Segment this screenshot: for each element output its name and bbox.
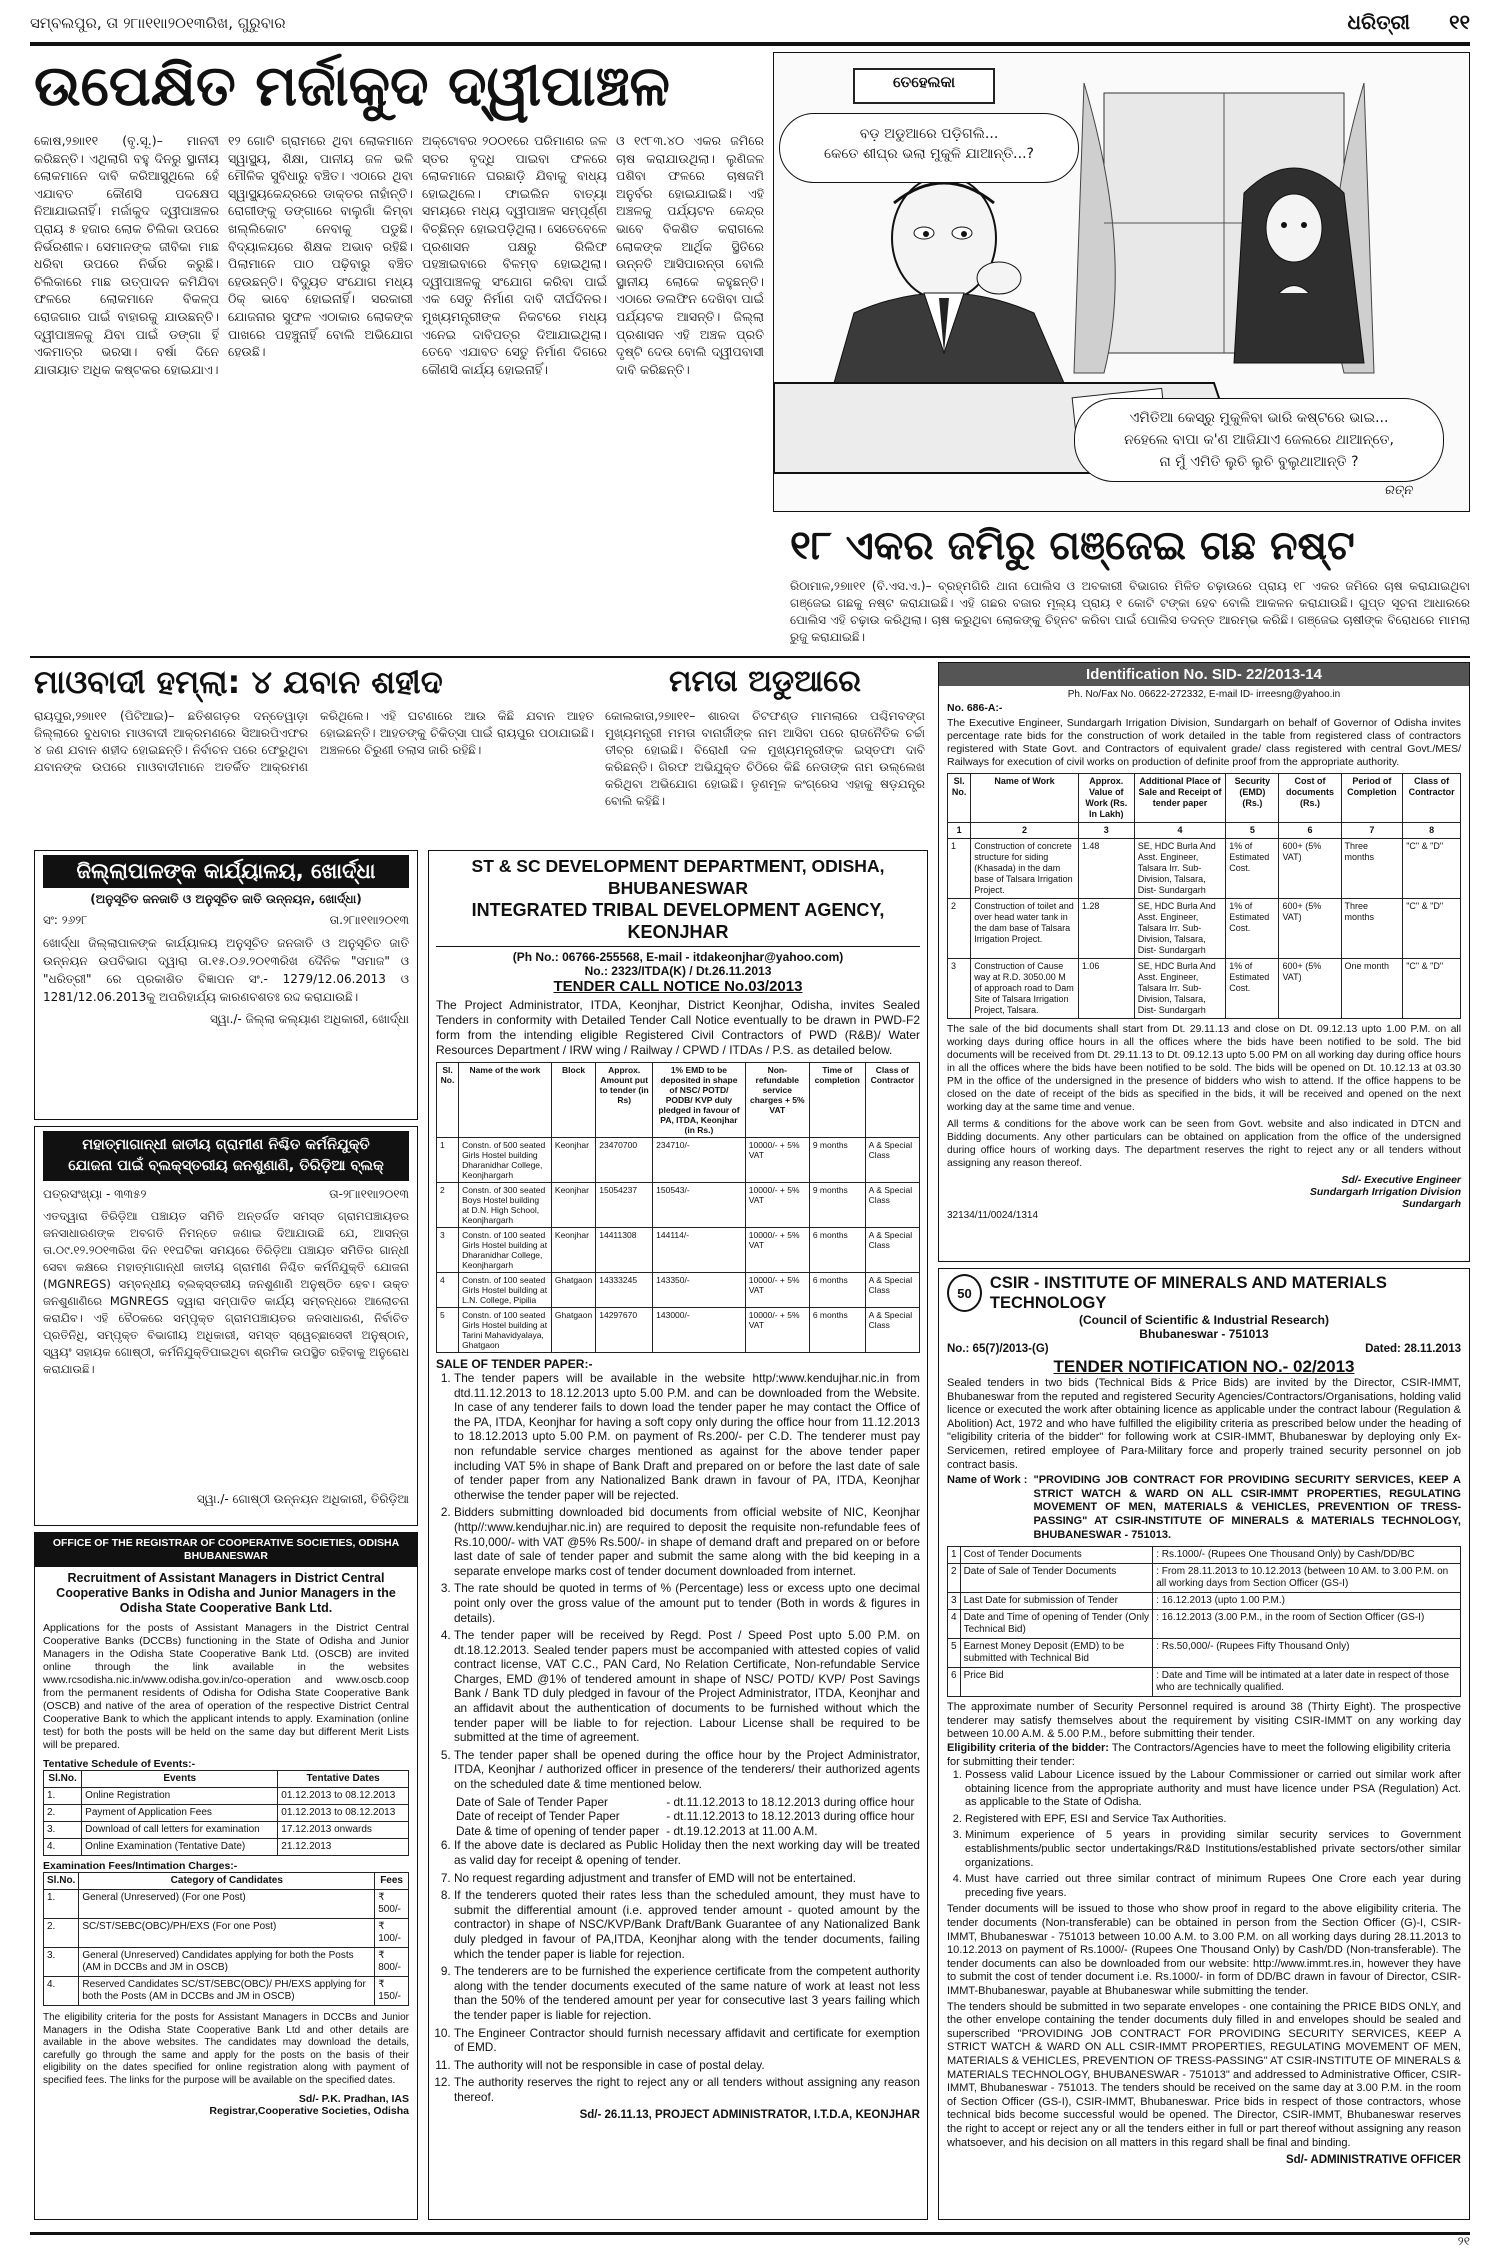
table-header-row [44, 1771, 409, 1788]
table-cell: 2. [44, 1805, 82, 1822]
table-cell: Cost of Tender Documents [960, 1547, 1153, 1564]
trees-body: ରିଠାମାଳ,୨୭ାା୧୧ (ବି.ଏସ.ଏ.)– ବ୍ରହ୍ମଗିରି ଥାନା ପୋଲିସ ଓ ଅବକାରୀ ବିଭାଗର ମିଳିତ ଚଢ଼ାଉରେ ପ୍ରାୟ ୧୮ ଏକର ଜମିରେ ଚାଷ କରାଯାଇଥିବା ଗଞ୍ଜେଇ ଗଛକୁ ନଷ୍ଟ କରାଯାଇଛି। ଏହି ଗଛର ବଜାର ମୂଲ୍ୟ ପ୍ରାୟ ୧ କୋଟି ଟଙ୍କା ହେବ ବୋଲି ଆକଳନ କରାଯାଉଛି। ଗୁପ୍ତ ସୂଚନା ଆଧାରରେ ପୋଲିସ ଏହି ଚଢ଼ାଉ କରିଥିଲା। ଚାଷ କରୁଥିବା ଲୋକଙ୍କୁ ଚିହ୍ନଟ କରିବା ପାଇଁ ପୋଲିସ ତଦନ୍ତ ଆରମ୍ଭ କରିଛି। ଗଞ୍ଜେଇ ଚାଷୀଙ୍କ ବିରୋଧରେ ମାମଲା ରୁଜୁ କରାଯାଇଛି। [790, 579, 1470, 644]
schedule-row [44, 1822, 409, 1839]
table-cell: 9 months [809, 1183, 865, 1228]
table-cell: Date and Time of opening of Tender (Only Technical Bid) [960, 1610, 1153, 1639]
fees-row [44, 1890, 409, 1919]
bubble2-line2: ନହେଲେ ବାପା କ'ଣ ଆଜିଯାଏ ଜେଲରେ ଥାଆନ୍ତେ, [1124, 432, 1394, 448]
mgnregs-ref-row [43, 1187, 409, 1202]
tender-info-row [948, 1668, 1461, 1697]
table-header-cell: Class of Contractor [865, 1063, 919, 1138]
immt-elig-title: Eligibility criteria of the bidder: [947, 1741, 1109, 1754]
table-cell: 10000/- + 5% VAT [745, 1308, 809, 1353]
mgnregs-title-1: ମହାତ୍ମାଗାନ୍ଧୀ ଜାତୀୟ ଗ୍ରାମୀଣ ନିଶ୍ଚିତ କର୍ମନିଯୁକ୍ତି [82, 1137, 370, 1153]
table-header-cell: Category of Candidates [79, 1873, 375, 1890]
table-cell: : Rs.50,000/- (Rupees Fifty Thousand Only) [1153, 1639, 1461, 1668]
tender-row [437, 1228, 920, 1273]
table-header-row [44, 1873, 409, 1890]
sid-sign-3: Sundargarh [1402, 1198, 1461, 1210]
table-cell: Earnest Money Deposit (EMD) to be submitted with Technical Bid [960, 1639, 1153, 1668]
mgnregs-title [43, 1131, 409, 1181]
table-header-cell: Time of completion [809, 1063, 865, 1138]
table-cell: Construction of Cause way at R.D. 3050.00 M of approach road to Dam Site of Talsara Irrigation Project, Talsara. [971, 959, 1079, 1019]
table-header-cell: Cost of documents (Rs.) [1279, 774, 1341, 823]
table-cell: 143350/- [653, 1273, 746, 1308]
tender-date-cell: Date of receipt of Tender Paper [456, 1809, 620, 1824]
cartoonist-signature: ରତ୍ନ [1384, 483, 1413, 498]
table-number-row [948, 823, 1461, 839]
sid-p2: The sale of the bid documents shall start from Dt. 29.11.13 and close on Dt. 09.12.13 upto 1.00 P.M. on all working days during office hours in all the offices where the bids have been notified to be sold. The bid documents will be received from Dt. 29.11.13 to Dt. 09.12.13 upto 5.00 PM on all working day during office hours in all the offices where the bids have been notified to be sold. The bids will be opened on Dt. 10.12.13 at 03.30 PM in the office of the undersigned in the presence of bidders who wish to attend. If the office happens to be closed on the date of receipt of the bids as specified in the bids, it will be received and opened on the next working day at the same time and venue. [947, 1024, 1461, 1113]
table-cell: 15054237 [596, 1183, 653, 1228]
table-cell: 3. [44, 1948, 79, 1977]
table-cell: Keonjhar [551, 1228, 595, 1273]
lead-col-2: ୧୨ ଗୋଟି ଗ୍ରାମରେ ଥିବା ଲୋକମାନେ ସ୍ୱାସ୍ଥ୍ୟ, ଶିକ୍ଷା, ପାନୀୟ ଜଳ ଭଳି ମୌଳିକ ସୁବିଧାରୁ ବଞ୍ଚିତ। ଏଠାରେ ଥିବା ସ୍ୱାସ୍ଥ୍ୟକେନ୍ଦ୍ରରେ ଡାକ୍ତର ନାହାଁନ୍ତି। ରୋଗୀଙ୍କୁ ଡଙ୍ଗାରେ ବାଲୁଗାଁ କିମ୍ବା ଖଲ୍ଲିକୋଟ ନେବାକୁ ପଡୁଛି। ବିଦ୍ୟାଳୟରେ ଶିକ୍ଷକ ଅଭାବ ରହିଛି। ପିଲାମାନେ ପାଠ ପଢ଼ିବାରୁ ବଞ୍ଚିତ ହେଉଛନ୍ତି। ବିଦ୍ୟୁତ ସଂଯୋଗ ମଧ୍ୟ ଠିକ୍ ଭାବେ ହୋଇନାହିଁ। ସରକାରୀ ଯୋଜନାର ସୁଫଳ ଏଠାକାର ଲୋକଙ୍କ ପାଖରେ ପହଞ୍ଚୁନାହିଁ ବୋଲି ଅଭିଯୋଗ ହେଉଛି। [228, 133, 413, 360]
table-cell: 143000/- [653, 1308, 746, 1353]
table-header-cell: Events [82, 1771, 278, 1788]
table-header-row [948, 774, 1461, 823]
coop-note: The eligibility criteria for the posts for Assistant Managers in DCCBs and Junior Managers in the Odisha State Cooperative Bank Ltd and other details are available in the above websites. The candidates may download the details, carefully go through the same and apply for the posts on the basis of their eligibility on the dates specified for online registration along with payment of specified fees. The links for the purpose will be available on the specified dates. [43, 2012, 409, 2086]
bubble1-line2: କେତେ ଶୀଘ୍ର ଭଲା ମୁକୁଳି ଯାଆନ୍ତି...? [824, 146, 1034, 162]
footer-rule [30, 2232, 1470, 2235]
table-header-cell: Security (EMD) (Rs.) [1226, 774, 1279, 823]
table-cell: 1% of Estimated Cost. [1226, 839, 1279, 899]
list-item: 5. The tender paper shall be opened during the office hour by the Project Administrator, ITDA, Keonjhar / authorized officer in presence of the tenderers/ their authorized agents on the scheduled date & time mentioned below. [454, 1748, 920, 1792]
table-cell: 2 [948, 1564, 961, 1593]
table-cell: 3 [437, 1228, 459, 1273]
schedule-row [44, 1839, 409, 1856]
table-header-cell: Fees [375, 1873, 409, 1890]
maoist-body: ରାୟପୁର,୨୭ାା୧୧ (ପିଟିଆଇ)– ଛତିଶଗଡ଼ର ଦନ୍ତେୱାଡ଼ା ଜିଲ୍ଲାରେ ବୁଧବାର ମାଓବାଦୀ ଆକ୍ରମଣରେ ସିଆରପିଏଫର ୪ ଜଣ ଯବାନ ଶହୀଦ ହୋଇଛନ୍ତି। ନିର୍ବାଚନ ପରେ ଫେରୁଥିବା ଯବାନଙ୍କ ଉପରେ ମାଓବାଦୀମାନେ ଅତର୍କିତ ଆକ୍ରମଣ କରିଥିଲେ। ଏହି ଘଟଣାରେ ଆଉ କିଛି ଯବାନ ଆହତ ହୋଇଛନ୍ତି। ଆହତଙ୍କୁ ଚିକିତ୍ସା ପାଇଁ ରାୟପୁର ପଠାଯାଇଛି। ଅଞ୍ଚଳରେ ଚିରୁଣୀ ତଲାସ ଜାରି ରହିଛି। [34, 709, 594, 774]
table-cell: Three months [1341, 899, 1403, 959]
table-cell: 5 [1226, 823, 1279, 839]
list-item: 4. The tender paper will be received by Regd. Post / Speed Post upto 5.00 P.M. on dt.18.12.2013. Sealed tender papers must be accompanied with attested copies of valid contract license, VAT C.C., PAN Card, No Relation Certificate, Non-refundable Service Charges, EMD @1% of tendered amount in shape of NSC/ POTD/ KVP/ Post Savings Bank / Bank TD duly pledged in favour of the Project Administrator, ITDA, Keonjhar and an affidavit about the authentication of documents to be furnished without which the tender paper will be liable to for rejection. Labour License shall be required to be submitted at the time of agreement. [454, 1628, 920, 1745]
table-header-cell: Non-refundable service charges + 5% VAT [745, 1063, 809, 1138]
table-cell: 6 months [809, 1228, 865, 1273]
mamata-headline: ମମତା ଅଡୁଆରେ [669, 664, 861, 699]
speech-bubble-woman [1074, 398, 1444, 482]
tender-info-row [948, 1593, 1461, 1610]
bubble1-line1: ବଡ଼ ଅଡୁଆରେ ପଡ଼ିଗଲି... [859, 126, 999, 142]
work-row [948, 899, 1461, 959]
mgnregs-date: ତା-୨୮ାା୧୧ାା୨୦୧୩ [329, 1187, 409, 1201]
table-cell: 1 [948, 839, 971, 899]
table-cell: A & Special Class [865, 1308, 919, 1353]
tender-date-row [454, 1809, 920, 1824]
table-header-row [437, 1063, 920, 1138]
immt-no: No.: 65(7)/2013-(G) [947, 1343, 1049, 1355]
immt-work-label: Name of Work : [947, 1474, 1028, 1487]
immt-p1: The approximate number of Security Personnel required is around 38 (Thirty Eight). The prospective tenderer may satisfy themselves about the requirement by visiting CSIR-IMMT on any working day between 10.00 A.M. & 5.00 P.M., before submitting their tender. [947, 1701, 1461, 1741]
schedule-row [44, 1788, 409, 1805]
table-cell: 1 [437, 1138, 459, 1183]
itda-table [436, 1062, 920, 1353]
table-cell: Online Examination (Tentative Date) [82, 1839, 278, 1856]
itda-no: No.: 2323/ITDA(K) / Dt.26.11.2013 [584, 964, 772, 978]
table-cell: : Rs.1000/- (Rupees One Thousand Only) by Cash/DD/BC [1153, 1547, 1461, 1564]
table-cell: 23470700 [596, 1138, 653, 1183]
tender-date-cell: Date of Sale of Tender Paper [456, 1794, 608, 1809]
masthead [30, 8, 1470, 42]
table-cell: A & Special Class [865, 1138, 919, 1183]
masthead-rule [30, 42, 1470, 46]
itda-phone: (Ph No.: 06766-255568, E-mail - itdakeonjhar@yahoo.com) [512, 950, 844, 964]
table-cell: A & Special Class [865, 1183, 919, 1228]
table-cell: "C" & "D" [1403, 959, 1461, 1019]
coop-header-2: BHUBANESWAR [184, 1550, 268, 1562]
table-cell: 6 months [809, 1308, 865, 1353]
table-cell: Constn. of 100 seated Girls Hostel building at L.N. College, Pipilia [459, 1273, 552, 1308]
table-cell: 10000/- + 5% VAT [745, 1183, 809, 1228]
list-item: 12. The authority reserves the right to reject any or all tenders without assigning any reason thereof. [454, 2075, 920, 2104]
collector-ref-row [43, 913, 409, 928]
coop-notice [34, 1532, 418, 2220]
table-header-cell: Sl.No. [44, 1873, 79, 1890]
list-item: 3. The rate should be quoted in terms of % (Percentage) less or excess upto one decimal point only over the gross value of the amount put to tender (Both in words & figures in details). [454, 1581, 920, 1625]
table-cell: Download of call letters for examination [82, 1822, 278, 1839]
fees-row [44, 1919, 409, 1948]
list-item: 8. If the tenderers quoted their rates less than the scheduled amount, they must have to submit the differential amount (i.e. approved tender amount - quoted amount by the contractor) in shape of NSC/KVP/Bank Draft/Bank Guarantee of any Nationalized Bank duly pledged in favour of PA,ITDA, Keonjhar along with the tender documents, failing which the tender paper is liable for rejection. [454, 1888, 920, 1961]
table-cell: 4 [437, 1273, 459, 1308]
table-cell: 2. [44, 1919, 79, 1948]
immt-p2: Tender documents will be issued to those who show proof in regard to the above eligibility criteria. The tender documents (Non-transferable) can be obtained in person from the Section Officer (G)-I, CSIR-IMMT, Bhubaneswar - 751013 between 10.00 A.M. to 3.00 P.M. on all working days during 28.11.2013 to 10.12.2013 on payment of Rs.1000/- (Rupees One Thousand Only) by Cash/DD (Non-transferable). The tender documents can also be downloaded from our website: http://www.immt.res.in, however they have to submit the cost of tender document i.e. Rs.1000/- in form of DD/BC drawn in favour of Director, CSIR-IMMT-Bhubaneswar, payable at Bhubaneswar while submitting the tender. [947, 1903, 1461, 1997]
table-cell: General (Unreserved) (For one Post) [79, 1890, 375, 1919]
section-rule-1 [30, 656, 1470, 658]
sid-title: Identification No. SID- 22/2013-14 [939, 663, 1469, 686]
list-item: 6. If the above date is declared as Public Holiday then the next working day will be treated as valid day for receipt & opening of tender. [454, 1838, 920, 1867]
tender-row [437, 1273, 920, 1308]
tender-info-row [948, 1610, 1461, 1639]
immt-p3: The tenders should be submitted in two separate envelopes - one containing the PRICE BIDS ONLY, and the other envelope containing the tender documents duly filled in and envelopes should be sealed and superscribed "PROVIDING JOB CONTRACT FOR PROVIDING SECURITY SERVICES, KEEP A STRICT WATCH & WARD ON ALL CSIR-IMMT PROPERTIES, REGULATING MOVEMENT OF MEN, MATERIALS & VEHICLES, PREVENTION OF TRESS-PASSING" AT CSIR-INSTITUTE OF MINERALS & MATERIALS TECHNOLOGY, BHUBANESWAR - 751013" and addressed to Administrative Officer, CSIR-IMMT, Bhubaneswar - 751013. The tenders should be received on the same day at 3.00 P.M. in the room of Section Officer (GS-I), CSIR-IMMT, Bhubaneswar. Price bids in respect of those contractors, whose technical bids become successful would be opened. The Director, CSIR-IMMT, Bhubaneswar reserves the right to accept or reject any or all the tenders either in full or part thereof without assigning any reason whatsoever, and his decision on all matters in this regard shall be final and binding. [947, 2000, 1461, 2149]
table-cell: 6 [948, 1668, 961, 1697]
immt-sub-1: (Council of Scientific & Industrial Research) [1078, 1313, 1330, 1327]
sid-sign-2: Sundargarh Irrigation Division [1309, 1186, 1461, 1198]
table-cell: : 16.12.2013 (upto 1.00 P.M.) [1153, 1593, 1461, 1610]
immt-sub-2: Bhubaneswar - 751013 [1139, 1327, 1269, 1341]
immt-elig-intro: The Contractors/Agencies have to meet the following eligibility criteria for submitting their tender: [947, 1741, 1451, 1768]
collector-title: ଜିଲ୍ଲାପାଳଙ୍କ କାର୍ଯ୍ୟାଳୟ, ଖୋର୍ଦ୍ଧା [43, 855, 409, 888]
table-cell: Three months [1341, 839, 1403, 899]
table-cell: SE, HDC Burla And Asst. Engineer, Talsara Irr. Sub-Division, Talsara, Dist- Sundargarh [1134, 839, 1226, 899]
immt-work: "PROVIDING JOB CONTRACT FOR PROVIDING SECURITY SERVICES, KEEP A STRICT WATCH & WARD ON ALL CSIR-IMMT PROPERTIES, REGULATING MOVEMENT OF MEN, MATERIALS & VEHICLES, PREVENTION OF TRESS-PASSING" AT CSIR-INSTITUTE OF MINERALS & MATERIALS TECHNOLOGY, BHUBANESWAR - 751013. [1033, 1474, 1461, 1541]
table-cell: 1% of Estimated Cost. [1226, 959, 1279, 1019]
table-cell: "C" & "D" [1403, 899, 1461, 959]
speech-bubble-man [779, 113, 1079, 183]
table-cell: Keonjhar [551, 1138, 595, 1183]
tender-date-cell: - dt.19.12.2013 at 11.00 A.M. [666, 1823, 818, 1838]
tender-date-cell: - dt.11.12.2013 to 18.12.2013 during office hour [666, 1794, 915, 1809]
table-cell: ₹ 500/- [375, 1890, 409, 1919]
bubble2-line1: ଏମିତିଆ କେସ୍‌ରୁ ମୁକୁଳିବା ଭାରି କଷ୍ଟରେ ଭାଇ... [1129, 410, 1389, 426]
table-header-cell: Sl. No. [437, 1063, 459, 1138]
immt-date: Dated: 28.11.2013 [1365, 1343, 1461, 1355]
table-cell: 5 [437, 1308, 459, 1353]
table-cell: Constn. of 100 seated Girls Hostel building at Dharanidhar College, Keonjhargarh [459, 1228, 552, 1273]
coop-title: Recruitment of Assistant Managers in District Central Cooperative Banks in Odisha and Junior Managers in the Odisha State Cooperative Bank Ltd. [56, 1571, 396, 1615]
table-cell: SC/ST/SEBC(OBC)/PH/EXS (For one Post) [79, 1919, 375, 1948]
immt-tender [938, 1268, 1470, 2220]
table-header-cell: Name of Work [971, 774, 1079, 823]
collector-body: ଖୋର୍ଦ୍ଧା ଜିଲ୍ଲାପାଳଙ୍କ କାର୍ଯ୍ୟାଳୟ ଅନୁସୂଚିତ ଜନଜାତି ଓ ଅନୁସୂଚିତ ଜାତି ଉନ୍ନୟନ ଉପବିଭାଗ ଦ୍ୱାରା ତା.୧୫.୦୬.୨୦୧୩ରିଖ ଦୈନିକ "ସମାଜ" ଓ "ଧରିତ୍ରୀ" ରେ ପ୍ରକାଶିତ ବିଜ୍ଞାପନ ସଂ.- 1279/12.06.2013 ଓ 1281/12.06.2013କୁ ଅପରିହାର୍ଯ୍ୟ କାରଣବଶତଃ ରଦ୍ଦ କରାଯାଉଛି। [43, 936, 409, 1004]
collector-ref: ସଂ: ୨୬୨୮ [43, 913, 88, 927]
table-cell: 17.12.2013 onwards [278, 1822, 409, 1839]
table-cell: Keonjhar [551, 1183, 595, 1228]
table-cell: Ghatgaon [551, 1273, 595, 1308]
table-header-cell: Name of the work [459, 1063, 552, 1138]
coop-intro: Applications for the posts of Assistant Managers in the District Central Cooperative Banks (DCCBs) functioning in the State of Odisha and Junior Managers in the Odisha State Cooperative Bank Ltd. (OSCB) are invited online through the link available in the websites www.rcsodisha.nic.in/www.odisha.gov.in/co-operation and www.oscb.coop from the permanent residents of Odisha for Odisha State Cooperative Bank (OSCB) and native of the area of operation of the respective District Central Cooperative Bank to which the applicant intends to apply. Examination (online test) for both the posts will be held on the same day but different Merit Lists will be prepared. [43, 1622, 409, 1751]
table-cell: 8 [1403, 823, 1461, 839]
table-cell: 4. [44, 1977, 79, 2006]
list-item: 2. Bidders submitting downloaded bid documents from official website of NIC, Keonjhar (http//:www.kendujhar.nic.in) are required to deposit the requisite non-refundable fees of Rs.10,000/- with VAT @5% Rs.500/- in shape of demand draft and prepared on or before last date of sale of tender paper and submit the same along with the bid keeping in a separate envelope marks cost of tender document downloaded from internet. [454, 1505, 920, 1578]
table-cell: 1.48 [1078, 839, 1134, 899]
table-cell: 9 months [809, 1138, 865, 1183]
table-cell: 1.06 [1078, 959, 1134, 1019]
table-cell: Payment of Application Fees [82, 1805, 278, 1822]
mgnregs-ref: ପତ୍ରସଂଖ୍ୟା - ୩୩୫୨ [43, 1187, 147, 1201]
coop-sign-2: Registrar,Cooperative Societies, Odisha [209, 2105, 409, 2117]
tender-info-row [948, 1639, 1461, 1668]
list-item: 7. No request regarding adjustment and transfer of EMD will not be entertained. [454, 1871, 920, 1886]
table-cell: : 16.12.2013 (3.00 P.M., in the room of Section Officer (GS-I) [1153, 1610, 1461, 1639]
table-header-cell: Approx. Value of Work (Rs. In Lakh) [1078, 774, 1134, 823]
table-header-cell: Sl. No. [948, 774, 971, 823]
lead-col-1: କୋଷ,୨୭ାା୧୧ (ବୃ.ସୂ.)– ମାନବୀ କରିଛନ୍ତି। ଏଥିଲାଗି ବହୁ ଦିନରୁ ସ୍ଥାନୀୟ ଲୋକମାନେ ଦାବି କରିଆସୁଥିଲେ ହେଁ ଏଯାବତ କୌଣସି ପଦକ୍ଷେପ ନିଆଯାଇନାହିଁ। ମର୍ଜାକୁଦ ଦ୍ୱୀପାଞ୍ଚଳର ପ୍ରାୟ ୫ ହଜାର ଲୋକ ଚିଲିକା ଉପରେ ନିର୍ଭରଶୀଳ। ସେମାନଙ୍କ ଜୀବିକା ମାଛ ଧରିବା ଉପରେ ନିର୍ଭର କରୁଛି। ଚିଲିକାରେ ମାଛ ଉତ୍ପାଦନ କମିଯିବା ଫଳରେ ଲୋକମାନେ ବିକଳ୍ପ ରୋଜଗାର ପାଇଁ ବାହାରକୁ ଯାଉଛନ୍ତି। ଦ୍ୱୀପାଞ୍ଚଳକୁ ଯିବା ପାଇଁ ଡଙ୍ଗା ହିଁ ଏକମାତ୍ର ଭରସା। ବର୍ଷା ଦିନେ ଯାତାୟାତ ଅଧିକ କଷ୍ଟକର ହୋଇଯାଏ। [34, 133, 219, 377]
table-cell: 150543/- [653, 1183, 746, 1228]
footer-page: ୨୧ [1457, 2234, 1470, 2248]
collector-sign: ସ୍ୱା./- ଜିଲ୍ଲା କଲ୍ୟାଣ ଅଧିକାରୀ, ଖୋର୍ଦ୍ଧା [209, 1012, 409, 1026]
itda-sign: Sd/- 26.11.13, PROJECT ADMINISTRATOR, I.T.D.A, KEONJHAR [579, 2108, 920, 2121]
table-cell: 01.12.2013 to 08.12.2013 [278, 1805, 409, 1822]
table-cell: 1. [44, 1890, 79, 1919]
table-cell: One month [1341, 959, 1403, 1019]
sid-p1: The Executive Engineer, Sundargarh Irrigation Division, Sundargarh on behalf of Governor of Odisha invites percentage rate bids for the construction of work detailed in the table from registered class of contractors registered with State Govt. and Contractors of equivalent grade/ class registered with central Govt./MES/ Railways for execution of civil works on production of definite proof from the appropriate authority. [947, 717, 1461, 768]
itda-title: TENDER CALL NOTICE No.03/2013 [553, 978, 803, 995]
table-cell: ₹ 150/- [375, 1977, 409, 2006]
tender-row [437, 1138, 920, 1183]
work-row [948, 839, 1461, 899]
coop-schedule-title: Tentative Schedule of Events:- [43, 1758, 196, 1770]
table-cell: 144114/- [653, 1228, 746, 1273]
itda-items2 [436, 1838, 920, 2104]
table-cell: : From 28.11.2013 to 10.12.2013 (between 10 AM. to 3.00 P.M. on all working days from Section Officer (GS-I) [1153, 1564, 1461, 1593]
table-cell: 1% of Estimated Cost. [1226, 899, 1279, 959]
lead-col-3: ଅକ୍ଟୋବର ୨୦୦୧ରେ ପରିମାଣର ଜଳ ସ୍ତର ବୃଦ୍ଧି ପାଇବା ଫଳରେ ଲୋକମାନେ ଘରଛାଡ଼ି ଯିବାକୁ ବାଧ୍ୟ ହୋଇଥିଲେ। ଫାଇଲିନ ବାତ୍ୟା ସମୟରେ ମଧ୍ୟ ଦ୍ୱୀପାଞ୍ଚଳ ସମ୍ପୂର୍ଣ୍ଣ ବିଚ୍ଛିନ୍ନ ହୋଇପଡ଼ିଥିଲା। ସେତେବେଳେ ପ୍ରଶାସନ ପକ୍ଷରୁ ରିଲିଫ ପହଞ୍ଚାଇବାରେ ବିଳମ୍ବ ହୋଇଥିଲା। ଦ୍ୱୀପାଞ୍ଚଳକୁ ସଂଯୋଗ କରିବା ପାଇଁ ଏକ ସେତୁ ନିର୍ମାଣ ଦାବି ଦୀର୍ଘଦିନର। ମୁଖ୍ୟମନ୍ତ୍ରୀଙ୍କ ନିକଟରେ ମଧ୍ୟ ଏନେଇ ଦାବିପତ୍ର ଦିଆଯାଇଥିଲା। ତେବେ ଏଯାବତ ସେତୁ ନିର୍ମାଣ ଦିଗରେ କୌଣସି କାର୍ଯ୍ୟ ହୋଇନାହିଁ। [422, 133, 607, 377]
table-cell: 4 [1134, 823, 1226, 839]
immt-work-row [947, 1474, 1461, 1542]
table-cell: 5 [948, 1639, 961, 1668]
tender-info-row [948, 1564, 1461, 1593]
table-cell: SE, HDC Burla And Asst. Engineer, Talsara Irr. Sub-Division, Talsara, Dist- Sundargarh [1134, 899, 1226, 959]
itda-dates [454, 1795, 920, 1839]
table-cell: 6 [1279, 823, 1341, 839]
table-cell: Last Date for submission of Tender [960, 1593, 1153, 1610]
table-header-cell: Class of Contractor [1403, 774, 1461, 823]
table-cell: Price Bid [960, 1668, 1153, 1697]
page-number: ୧୧ [1449, 10, 1470, 34]
dateline: ସମ୍ବଲପୁର, ତା ୨୮ାା୧୧ାା୨୦୧୩ରିଖ, ଗୁରୁବାର [30, 14, 286, 32]
work-row [948, 959, 1461, 1019]
table-cell: Construction of concrete structure for siding (Khasada) in the dam base of Talsara Irrigation Project. [971, 839, 1079, 899]
table-cell: 10000/- + 5% VAT [745, 1273, 809, 1308]
coop-header [35, 1533, 417, 1567]
sid-p3: All terms & conditions for the above work can be seen from Govt. website and also indicated in DTCN and Bidding documents. Any other particulars can be obtained on application from the office of the undersigned during office hours of working days. The department reserves the right to reject any or all tenders without assigning any reason thereof. [947, 1119, 1461, 1169]
table-cell: Constn. of 500 seated Girls Hostel building Dharanidhar College, Keonjhargarh [459, 1138, 552, 1183]
table-cell: Constn. of 100 seated Girls Hostel building at Tarini Mahavidyalaya, Ghatgaon [459, 1308, 552, 1353]
fees-row [44, 1977, 409, 2006]
list-item: 11. The authority will not be responsible in case of postal delay. [454, 2058, 920, 2073]
list-item: 1. Possess valid Labour Licence issued by the Labour Commissioner or carried out similar work after obtaining licence from the appropriate authority and must have licence under PSA (Regulation) Act. as applicable to the State of Odisha. [965, 1769, 1461, 1810]
table-cell: 4 [948, 1610, 961, 1639]
table-cell: 21.12.2013 [278, 1839, 409, 1856]
sid-tender [938, 662, 1470, 1262]
collector-subtitle: (ଅନୁସୂଚିତ ଜନଜାତି ଓ ଅନୁସୂଚିତ ଜାତି ଉନ୍ନୟନ, ଖୋର୍ଦ୍ଧା) [90, 892, 362, 906]
itda-items [436, 1371, 920, 1792]
sid-table [947, 773, 1461, 1019]
tender-date-cell: Date & time of opening of tender paper [456, 1823, 660, 1838]
immt-table [947, 1546, 1461, 1697]
immt-elig-row [947, 1742, 1461, 1769]
table-cell: Ghatgaon [551, 1308, 595, 1353]
table-cell: 1.28 [1078, 899, 1134, 959]
itda-tender [428, 850, 928, 2220]
cartoon [773, 52, 1470, 512]
table-cell: 2 [437, 1183, 459, 1228]
lead-col-4: ଓ ୧୯୮୩.୪୦ ଏକର ଜମିରେ ଚାଷ କରାଯାଉଥିଲା। ଲୁଣିଜଳ ପଶିବା ଫଳରେ ଚାଷଜମି ଅନୁର୍ବର ହୋଇଯାଇଛି। ଏହି ଅଞ୍ଚଳକୁ ପର୍ଯ୍ୟଟନ କେନ୍ଦ୍ର ଭାବେ ବିକଶିତ କରାଗଲେ ଲୋକଙ୍କ ଆର୍ଥିକ ସ୍ଥିତିରେ ଉନ୍ନତି ଆସିପାରନ୍ତା ବୋଲି ସ୍ଥାନୀୟ ଲୋକେ କହୁଛନ୍ତି। ଏଠାରେ ଡଲଫିନ ଦେଖିବା ପାଇଁ ପର୍ଯ୍ୟଟକ ଆସନ୍ତି। ଜିଲ୍ଲା ପ୍ରଶାସନ ଏହି ଅଞ୍ଚଳ ପ୍ରତି ଦୃଷ୍ଟି ଦେଉ ବୋଲି ଦ୍ୱୀପବାସୀ ଦାବି କରିଛନ୍ତି। [616, 133, 764, 377]
tender-date-cell: - dt.11.12.2013 to 18.12.2013 during office hour [666, 1809, 915, 1824]
table-header-cell: 1% EMD to be deposited in shape of NSC/ POTD/ PODB/ KVP duly pledged in favour of PA, ITDA, Keonjhar (in Rs.) [653, 1063, 746, 1138]
coop-schedule-table [43, 1770, 409, 1856]
table-cell: 3 [948, 959, 971, 1019]
csir-logo: 50 [947, 1274, 982, 1312]
list-item: 10. The Engineer Contractor should furnish necessary affidavit and certificate for exemption of EMD. [454, 2026, 920, 2055]
table-cell: 3. [44, 1822, 82, 1839]
table-cell: A & Special Class [865, 1228, 919, 1273]
table-header-cell: Block [551, 1063, 595, 1138]
tender-row [437, 1183, 920, 1228]
trees-headline: ୧୮ ଏକର ଜମିରୁ ଗଞ୍ଜେଇ ଗଛ ନଷ୍ଟ [790, 523, 1355, 569]
table-cell: 3 [1078, 823, 1134, 839]
sid-code: 32134/11/0024/1314 [947, 1210, 1039, 1221]
tender-row [437, 1308, 920, 1353]
table-cell: 600+ (5% VAT) [1279, 959, 1341, 1019]
list-item: 2. Registered with EPF, ESI and Service Tax Authorities. [965, 1813, 1461, 1827]
coop-fees-table [43, 1872, 409, 2006]
table-cell: 1 [948, 823, 971, 839]
table-header-cell: Tentative Dates [278, 1771, 409, 1788]
table-cell: 01.12.2013 to 08.12.2013 [278, 1788, 409, 1805]
itda-sale-title: SALE OF TENDER PAPER:- [436, 1357, 593, 1371]
table-cell: 4. [44, 1839, 82, 1856]
table-cell: 14333245 [596, 1273, 653, 1308]
table-cell: 7 [1341, 823, 1403, 839]
table-cell: 600+ (5% VAT) [1279, 839, 1341, 899]
maoist-headline: ମାଓବାଦୀ ହମ୍ଲା: ୪ ଯବାନ ଶହୀଦ [34, 663, 443, 701]
table-cell: ₹ 800/- [375, 1948, 409, 1977]
sid-phone: Ph. No/Fax No. 06622-272332, E-mail ID- irreesng@yahoo.in [1067, 689, 1341, 700]
immt-sign: Sd/- ADMINISTRATIVE OFFICER [1285, 2154, 1461, 2167]
table-cell: 14297670 [596, 1308, 653, 1353]
table-cell: 3 [948, 1593, 961, 1610]
table-cell: Constn. of 300 seated Boys Hostel building at D.N. High School, Keonjhargarh [459, 1183, 552, 1228]
table-cell: Construction of toilet and over head water tank in the dam base of Talsara Irrigation Project. [971, 899, 1079, 959]
mgnregs-notice [34, 1126, 418, 1526]
mgnregs-body: ଏତଦ୍ୱାରା ତିରିଡ଼ିଆ ପଞ୍ଚାୟତ ସମିତି ଅନ୍ତର୍ଗତ ସମସ୍ତ ଗ୍ରାମପଞ୍ଚାୟତର ଜନସାଧାରଣଙ୍କ ଅବଗତି ନିମନ୍ତେ ଜଣାଇ ଦିଆଯାଉଛି ଯେ, ଆସନ୍ତା ତା.୦୯.୧୨.୨୦୧୩ରିଖ ଦିନ ୧୧ଘଟିକା ସମୟରେ ତିରିଡ଼ିଆ ପଞ୍ଚାୟତ ସମିତିର ଗାନ୍ଧୀ ସେବା କକ୍ଷରେ ମହାତ୍ମାଗାନ୍ଧୀ ଜାତୀୟ ଗ୍ରାମୀଣ ନିଶ୍ଚିତ କର୍ମନିଯୁକ୍ତି ଯୋଜନା (MGNREGS) ସମ୍ବନ୍ଧୀୟ ବ୍ଲକ୍‌ସ୍ତରୀୟ ଜନଶୁଣାଣି ଅନୁଷ୍ଠିତ ହେବ। ଉକ୍ତ ଜନଶୁଣାଣିରେ MGNREGS ଦ୍ୱାରା ସମ୍ପାଦିତ କାର୍ଯ୍ୟ ସମ୍ବନ୍ଧରେ ଆଲୋଚନା କରାଯିବ। ଏହି ବୈଠକରେ ସମ୍ପୃକ୍ତ ଗ୍ରାମପଞ୍ଚାୟତର ଜନସାଧାରଣ, ନିର୍ବାଚିତ ପ୍ରତିନିଧି, ସମ୍ପୃକ୍ତ ବିଭାଗୀୟ ଅଧିକାରୀ, ସମସ୍ତ ସ୍ୱେଚ୍ଛାସେବୀ ଅନୁଷ୍ଠାନ, ସ୍ୱୟଂ ସହାୟକ ଗୋଷ୍ଠୀ, କର୍ମନିଯୁକ୍ତିପାଇଥିବା ଶ୍ରମିକ ଉପସ୍ଥିତ ରହିବାକୁ ଅନୁରୋଧ କରାଯାଉଛି। [43, 1209, 409, 1376]
tender-info-row [948, 1547, 1461, 1564]
mgnregs-title-2: ଯୋଜନା ପାଇଁ ବ୍ଲକ୍‌ସ୍ତରୀୟ ଜନଶୁଣାଣି, ତିରିଡ଼ିଆ ବ୍ଲକ୍ [68, 1158, 384, 1174]
schedule-row [44, 1805, 409, 1822]
table-cell: Reserved Candidates SC/ST/SEBC(OBC)/ PH/EXS applying for both the Posts (AM in DCCBs and JM in OSCB) [79, 1977, 375, 2006]
immt-intro: Sealed tenders in two bids (Technical Bids & Price Bids) are invited by the Director, CSIR-IMMT, Bhubaneswar from the reputed and registered Security Agencies/Contractors/Organisations, holding valid licence or executed the work after obtaining licence as applicable under the contract labour (Regulation & Abolition) Act, 1972 and who have fulfilled the eligibility criteria as prescribed below under the heading of "eligibility criteria of the bidder" for following work at CSIR-IMMT, Bhubaneswar by deploying only Ex-Servicemen, retired employee of Para-Military force and properly trained security personnel on job contract basis. [947, 1377, 1461, 1471]
table-cell: 10000/- + 5% VAT [745, 1138, 809, 1183]
sid-sign-1: Sd/- Executive Engineer [1341, 1174, 1461, 1186]
table-cell: Date of Sale of Tender Documents [960, 1564, 1153, 1593]
immt-title: CSIR - INSTITUTE OF MINERALS AND MATERIALS TECHNOLOGY [989, 1274, 1387, 1312]
table-header-cell: Approx. Amount put to tender (in Rs) [596, 1063, 653, 1138]
table-header-cell: Sl.No. [44, 1771, 82, 1788]
table-cell: 2 [948, 899, 971, 959]
coop-fees-title: Examination Fees/Intimation Charges:- [43, 1860, 238, 1872]
table-header-cell: Period of Completion [1341, 774, 1403, 823]
fees-row [44, 1948, 409, 1977]
itda-intro: The Project Administrator, ITDA, Keonjhar, District Keonjhar, Odisha, invites Sealed Tenders in conformity with Detailed Tender Call Notice eventually to be drawn in PWD-F2 form from the intending eligible Registered Civil Contractors of PWD (R&B)/ Water Resources Department / IRW wing / Railway / CPWD / ITDAs / P.S. as detailed below. [436, 998, 920, 1057]
table-cell: SE, HDC Burla And Asst. Engineer, Talsara Irr. Sub-Division, Talsara, Dist- Sundargarh [1134, 959, 1226, 1019]
table-cell: 14411308 [596, 1228, 653, 1273]
table-cell: General (Unreserved) Candidates applying for both the Posts (AM in DCCBs and JM in OSCB) [79, 1948, 375, 1977]
cartoon-sign: ତେହେଲକା [892, 73, 956, 91]
table-cell: 2 [971, 823, 1079, 839]
collector-notice [34, 850, 418, 1120]
lead-headline: ଉପେକ୍ଷିତ ମର୍ଜାକୁଦ ଦ୍ୱୀପାଞ୍ଚଳ [34, 54, 670, 119]
table-header-cell: Additional Place of Sale and Receipt of tender paper [1134, 774, 1226, 823]
itda-header-1: ST & SC DEVELOPMENT DEPARTMENT, ODISHA, BHUBANESWAR [471, 856, 885, 898]
immt-header [947, 1273, 1461, 1313]
collector-date: ତା.୨୮ାା୧୧ାା୨୦୧୩ [329, 913, 409, 927]
tender-date-row [454, 1824, 920, 1839]
table-cell: : Date and Time will be intimated at a later date in respect of those who are technically qualified. [1153, 1668, 1461, 1697]
table-cell: 1 [948, 1547, 961, 1564]
table-cell: 6 months [809, 1273, 865, 1308]
table-cell: A & Special Class [865, 1273, 919, 1308]
table-cell: 10000/- + 5% VAT [745, 1228, 809, 1273]
table-cell: ₹ 100/- [375, 1919, 409, 1948]
itda-header-2: INTEGRATED TRIBAL DEVELOPMENT AGENCY, KEONJHAR [436, 899, 920, 947]
tender-date-row [454, 1795, 920, 1810]
immt-ref-row [947, 1343, 1461, 1355]
immt-notice: TENDER NOTIFICATION NO.- 02/2013 [1053, 1357, 1355, 1376]
list-item: 9. The tenderers are to be furnished the experience certificate from the competent authority along with the tender documents executed of the same nature of work at least not less than the 50% of the tendered amount per year for consecutive last 3 years failing which the tender paper is liable for rejection. [454, 1964, 920, 2022]
bubble2-line3: ନା ମୁଁ ଏମିତି ଲୁଚି ଲୁଚି ବୁଲୁଥାଆନ୍ତି ? [1159, 454, 1359, 470]
table-cell: 234710/- [653, 1138, 746, 1183]
table-cell: 600+ (5% VAT) [1279, 899, 1341, 959]
coop-sign-1: Sd/- P.K. Pradhan, IAS [298, 2093, 409, 2105]
paper-name: ଧରିତ୍ରୀ [1347, 10, 1410, 34]
list-item: 4. Must have carried out three similar contract of minimum Rupees One Crore each year during preceding five years. [965, 1873, 1461, 1900]
mamata-body: କୋଲକାତା,୨୭ାା୧୧– ଶାରଦା ଚିଟଫଣ୍ଡ ମାମଲାରେ ପଶ୍ଚିମବଙ୍ଗ ମୁଖ୍ୟମନ୍ତ୍ରୀ ମମତା ବାନାର୍ଜୀଙ୍କ ନାମ ଆସିବା ପରେ ରାଜନୈତିକ ଚର୍ଚ୍ଚା ତୀବ୍ର ହୋଇଛି। ବିରୋଧୀ ଦଳ ମୁଖ୍ୟମନ୍ତ୍ରୀଙ୍କ ଇସ୍ତଫା ଦାବି କରିଛନ୍ତି। ଗିରଫ ଅଭିଯୁକ୍ତ ଚିଠିରେ କିଛି ନେତାଙ୍କ ନାମ ଉଲ୍ଲେଖ କରିଥିବା ଅଭିଯୋଗ ହୋଇଛି। ତୃଣମୂଳ କଂଗ୍ରେସ ଏହାକୁ ଷଡ଼ଯନ୍ତ୍ର ବୋଲି କହିଛି। [605, 709, 925, 808]
sid-no: No. 686-A:- [947, 702, 1003, 714]
mgnregs-sign: ସ୍ୱା./- ଗୋଷ୍ଠୀ ଉନ୍ନୟନ ଅଧିକାରୀ, ତିରିଡ଼ିଆ [196, 1492, 409, 1506]
list-item: 3. Minimum experience of 5 years in providing similar security services to Government establishments/public sector undertakings/R&D Institutions/established private sectors/other similar organizations. [965, 1829, 1461, 1870]
coop-header-1: OFFICE OF THE REGISTRAR OF COOPERATIVE SOCIETIES, ODISHA [52, 1537, 400, 1549]
table-cell: "C" & "D" [1403, 839, 1461, 899]
immt-elig-list [947, 1769, 1461, 1900]
table-cell: Online Registration [82, 1788, 278, 1805]
list-item: 1. The tender papers will be available in the website http/:www.kendujhar.nic.in from dtd.11.12.2013 to 18.12.2013 upto 5.00 P.M. and can be downloaded from the Website. In case of any tenderer fails to down load the tender paper he may contact the Office of the PA, ITDA, Keonjhar for having a soft copy only during the office hour from 11.12.2013 to 18.12.2013 upto 5.00 P.M. on payment of Rs.200/- per C.D. The tenderer must pay non refundable service charges mentioned as against for the above tender paper including VAT 5% in shape of Bank Draft and prepared on or before the last date of sale of tender paper from any Nationalized Bank drawn in favour of PA, ITDA, Keonjhar otherwise the tender paper will be rejected. [454, 1371, 920, 1502]
table-cell: 1. [44, 1788, 82, 1805]
